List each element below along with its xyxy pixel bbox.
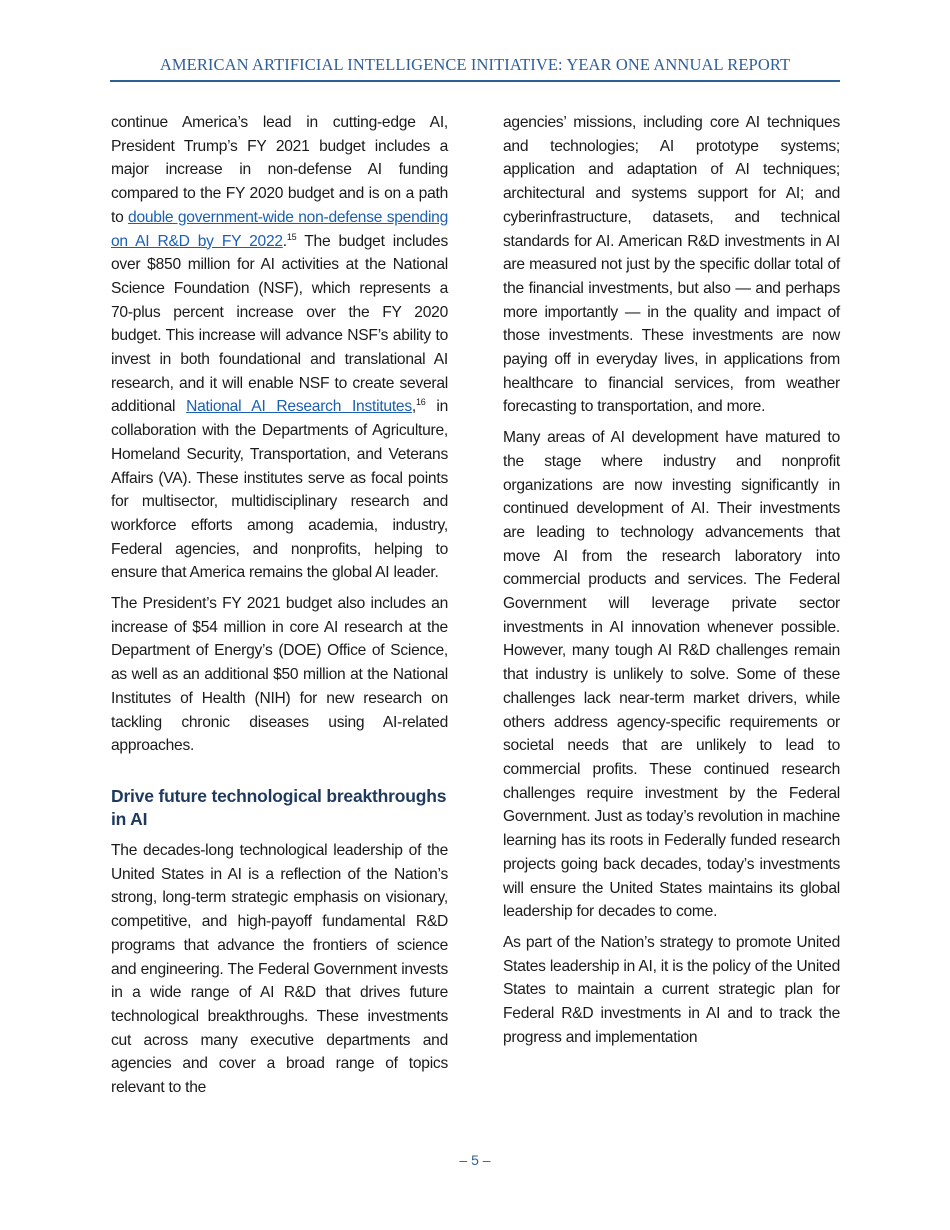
footnote-ref[interactable]: 16 <box>415 397 426 408</box>
right-column <box>503 111 840 1056</box>
page-number: – 5 – <box>459 1152 491 1168</box>
text: The budget includes over $850 million for AI activities at the National Science Foundation (NSF), which represents a 70-plus percent increase over the FY 2020 budget. This increase will advance NSF’s ability to invest in both foundational and translational AI research, and it will enable NSF to create several additional <box>111 232 449 416</box>
text: in collaboration with the Departments of Agriculture, Homeland Security, Transportation, and Veterans Affairs (VA). These institutes serve as focal points for multisector, multidisciplinary research and workforce efforts among academia, industry, Federal agencies, and nonprofits, helping to ensure that America remains the global AI leader. <box>111 398 448 582</box>
section-heading: Drive future technological breakthroughs in AI <box>111 785 447 829</box>
paragraph: agencies’ missions, including core AI techniques and technologies; AI prototype systems; application and adaptation of AI techniques; architectural and systems support for AI; and cyberinfrastructure, datasets, and technical standards for AI. American R&D investments in AI are measured not just by the specific dollar total of the financial investments, but also — and perhaps more importantly — in the quality and impact of those investments. These investments are now paying off in everyday lives, in applications from healthcare to financial services, from weather forecasting to transportation, and more. <box>503 114 840 416</box>
left-column <box>111 111 448 1107</box>
paragraph: The decades-long technological leadership of the United States in AI is a reflection of the Nation’s strong, long-term strategic emphasis on visionary, competitive, and high-payoff fundamental R&D programs that advance the frontiers of science and engineering. The Federal Government invests in a wide range of AI R&D that drives future technological breakthroughs. These investments cut across many executive departments and agencies and cover a broad range of topics relevant to the <box>111 841 448 1097</box>
paragraph: The President’s FY 2021 budget also includes an increase of $54 million in core AI research at the Department of Energy’s (DOE) Office of Science, as well as an additional $50 million at the National Institutes of Health (NIH) for new research on tackling chronic diseases using AI-related approaches. <box>111 595 448 755</box>
paragraph: As part of the Nation’s strategy to promote United States leadership in AI, it is the policy of the United States to maintain a current strategic plan for Federal R&D investments in AI and to track the progress and implementation <box>503 933 840 1046</box>
text: . <box>282 232 287 250</box>
footnote-ref[interactable]: 15 <box>286 231 297 242</box>
text: continue America’s lead in cutting-edge AI, President Trump’s FY 2021 budget includes a major increase in non-defense AI funding compared to the FY 2020 budget and is on a path to <box>111 114 448 226</box>
paragraph <box>111 111 448 585</box>
link-double-ai-spending[interactable]: double government-wide non-defense spending on AI R&D by FY 2022 <box>111 208 449 250</box>
link-national-ai-research-institutes[interactable]: National AI Research Institutes <box>186 398 412 416</box>
paragraph: Many areas of AI development have matured to the stage where industry and nonprofit organizations are now investing significantly in continued development of AI. Their investments are leading to technology advancements that move AI from the research laboratory into commercial products and services. The Federal Government will leverage private sector investments in AI innovation whenever possible. However, many tough AI R&D challenges remain that industry is unlikely to solve. Some of these challenges lack near-term market drivers, while others address agency-specific requirements or societal needs that are unlikely to lead to commercial profits. These continued research challenges require investment by the Federal Government. Just as today’s revolution in machine learning has its roots in Federally funded research projects going back decades, today’s investments will ensure the United States maintains its global leadership for decades to come. <box>503 429 840 921</box>
running-header: AMERICAN ARTIFICIAL INTELLIGENCE INITIATIVE: YEAR ONE ANNUAL REPORT <box>159 55 791 74</box>
header-rule <box>110 80 840 82</box>
text: , <box>411 398 416 416</box>
